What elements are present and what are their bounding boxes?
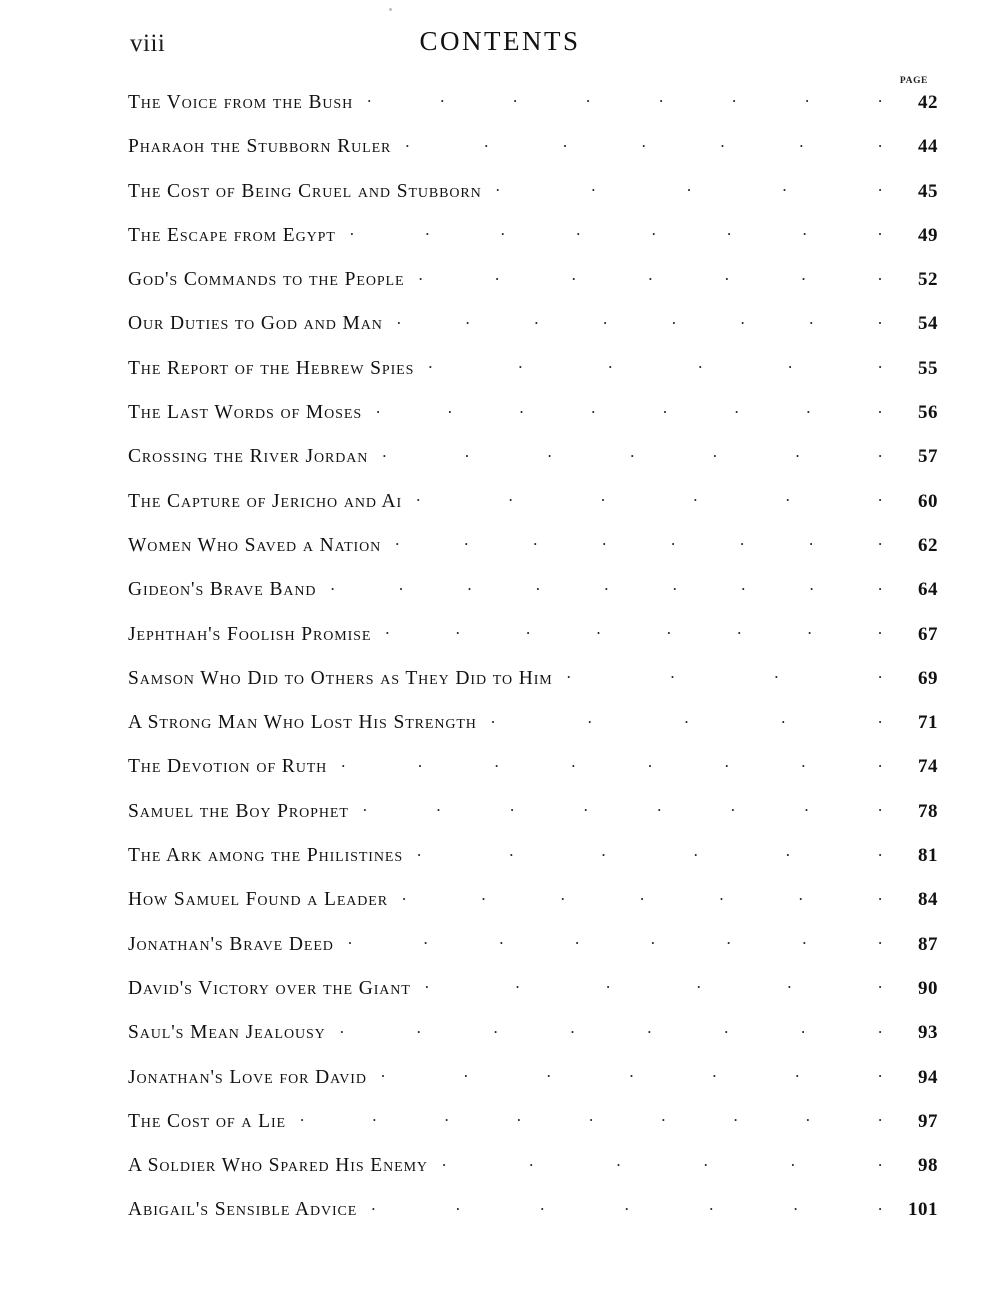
toc-leader-dots: . . . . . . . — [380, 1066, 882, 1081]
page-header — [0, 26, 1000, 66]
toc-entry-title: Jonathan's Love for David — [128, 1066, 367, 1088]
toc-leader-dots: . . . . — [566, 667, 882, 683]
toc-entry-page-number: 94 — [918, 1066, 938, 1088]
toc-entry-page-number: 97 — [918, 1110, 938, 1132]
toc-entry[interactable] — [0, 978, 1000, 1022]
toc-entry-title: A Soldier Who Spared His Enemy — [128, 1155, 428, 1177]
toc-leader-dots: . . . . . . . . — [339, 1022, 882, 1037]
toc-entry[interactable] — [0, 579, 1000, 623]
toc-leader-dots: . . . . . . . . — [367, 92, 882, 107]
toc-entry-title: God's Commands to the People — [128, 269, 405, 291]
toc-entry-title: Women Who Saved a Nation — [128, 534, 382, 556]
toc-entry-page-number: 45 — [918, 180, 938, 202]
toc-entry[interactable] — [0, 934, 1000, 978]
toc-leader-dots: . . . . . — [490, 712, 882, 727]
toc-entry-title: The Capture of Jericho and Ai — [128, 490, 403, 512]
toc-leader-dots: . . . . . . — [428, 357, 882, 373]
toc-entry-title: Saul's Mean Jealousy — [128, 1022, 326, 1044]
page-title: CONTENTS — [419, 26, 581, 56]
toc-leader-dots: . . . . . . . — [371, 1199, 882, 1214]
toc-entry-page-number: 101 — [908, 1199, 938, 1221]
toc-leader-dots: . . . . . . . . . — [330, 579, 882, 594]
page-speck — [389, 8, 392, 11]
toc-leader-dots: . . . . . . — [417, 845, 882, 860]
toc-entry-title: The Ark among the Philistines — [128, 845, 404, 867]
toc-entry[interactable] — [0, 313, 1000, 357]
toc-leader-dots: . . . . . . — [416, 490, 882, 506]
toc-entry-page-number: 69 — [918, 667, 938, 689]
toc-entry[interactable] — [0, 535, 1000, 579]
toc-entry-title: How Samuel Found a Leader — [128, 889, 388, 911]
toc-entry[interactable] — [0, 269, 1000, 313]
toc-entry-title: The Voice from the Bush — [128, 92, 354, 113]
toc-entry-page-number: 60 — [918, 490, 938, 512]
toc-entry-title: Pharaoh the Stubborn Ruler — [128, 136, 392, 158]
toc-entry[interactable] — [0, 845, 1000, 889]
toc-entry[interactable] — [0, 668, 1000, 712]
toc-leader-dots: . . . . . . . . . — [299, 1110, 882, 1126]
toc-entry-page-number: 81 — [918, 845, 938, 867]
folio-number: viii — [130, 30, 166, 57]
toc-entry[interactable] — [0, 1022, 1000, 1066]
toc-entry[interactable] — [0, 446, 1000, 490]
toc-entry-title: The Cost of a Lie — [128, 1110, 286, 1132]
toc-entry-page-number: 44 — [918, 136, 938, 158]
toc-entry[interactable] — [0, 491, 1000, 535]
toc-entry[interactable] — [0, 1199, 1000, 1243]
toc-entry-title: Abigail's Sensible Advice — [128, 1199, 358, 1221]
toc-entry[interactable] — [0, 225, 1000, 269]
toc-entry-page-number: 87 — [918, 933, 938, 955]
toc-entry-page-number: 55 — [918, 357, 938, 379]
toc-leader-dots: . . . . . . . . — [362, 800, 882, 816]
toc-entry-title: The Devotion of Ruth — [128, 756, 328, 778]
toc-entry-title: The Escape from Egypt — [128, 224, 336, 246]
toc-entry-title: Crossing the River Jordan — [128, 446, 369, 468]
toc-entry-page-number: 71 — [918, 712, 938, 734]
toc-leader-dots: . . . . . . . — [382, 446, 882, 461]
toc-entry[interactable] — [0, 801, 1000, 845]
toc-entry[interactable] — [0, 402, 1000, 446]
toc-entry[interactable] — [0, 1111, 1000, 1155]
toc-entry-page-number: 54 — [918, 313, 938, 335]
toc-entry-page-number: 56 — [918, 402, 938, 424]
toc-leader-dots: . . . . . . . . — [396, 313, 882, 328]
toc-entry-title: The Last Words of Moses — [128, 402, 362, 424]
toc-entry-page-number: 57 — [918, 446, 938, 468]
toc-leader-dots: . . . . . . . — [402, 889, 882, 904]
toc-entry-page-number: 64 — [918, 579, 938, 601]
toc-entry[interactable] — [0, 358, 1000, 402]
toc-entry[interactable] — [0, 756, 1000, 800]
toc-entry[interactable] — [0, 92, 1000, 136]
toc-entry-page-number: 42 — [918, 92, 938, 113]
toc-entry-title: David's Victory over the Giant — [128, 977, 411, 999]
toc-entry[interactable] — [0, 889, 1000, 933]
toc-entry-page-number: 52 — [918, 269, 938, 291]
toc-leader-dots: . . . . . . — [441, 1155, 882, 1170]
toc-entry[interactable] — [0, 1155, 1000, 1199]
toc-entry-title: The Cost of Being Cruel and Stubborn — [128, 180, 482, 202]
toc-entry[interactable] — [0, 712, 1000, 756]
toc-entry[interactable] — [0, 181, 1000, 225]
toc-entry-page-number: 84 — [918, 889, 938, 911]
toc-leader-dots: . . . . . . . — [418, 269, 882, 284]
toc-leader-dots: . . . . . . . . — [347, 933, 882, 949]
toc-entry[interactable] — [0, 136, 1000, 180]
toc-entry-page-number: 98 — [918, 1155, 938, 1177]
toc-leader-dots: . . . . . . . . — [349, 224, 882, 240]
toc-leader-dots: . . . . . . . . — [341, 756, 882, 771]
toc-entry-title: Samuel the Boy Prophet — [128, 800, 349, 822]
toc-leader-dots: . . . . . . — [424, 977, 882, 993]
toc-entry-page-number: 49 — [918, 224, 938, 246]
toc-entry-page-number: 93 — [918, 1022, 938, 1044]
toc-entry-page-number: 90 — [918, 977, 938, 999]
toc-leader-dots: . . . . . . . — [405, 136, 882, 151]
toc-entry-page-number: 62 — [918, 534, 938, 556]
toc-entry[interactable] — [0, 1067, 1000, 1111]
toc-entry-title: Samson Who Did to Others as They Did to Him — [128, 667, 553, 689]
table-of-contents-list — [0, 92, 1000, 1244]
toc-leader-dots: . . . . . . . . — [376, 402, 882, 417]
toc-entry-title: Jephthah's Foolish Promise — [128, 623, 372, 645]
toc-leader-dots: . . . . . — [495, 180, 882, 196]
toc-entry-title: Gideon's Brave Band — [128, 579, 317, 601]
toc-entry-title: Jonathan's Brave Deed — [128, 933, 334, 955]
toc-entry[interactable] — [0, 624, 1000, 668]
toc-entry-page-number: 67 — [918, 623, 938, 645]
toc-leader-dots: . . . . . . . . — [385, 623, 882, 639]
toc-entry-title: A Strong Man Who Lost His Strength — [128, 712, 477, 734]
toc-leader-dots: . . . . . . . . — [395, 534, 882, 550]
toc-entry-title: The Report of the Hebrew Spies — [128, 357, 415, 379]
toc-entry-page-number: 78 — [918, 800, 938, 822]
page-column-label: PAGE — [899, 76, 928, 86]
toc-entry-title: Our Duties to God and Man — [128, 313, 383, 335]
toc-entry-page-number: 74 — [918, 756, 938, 778]
